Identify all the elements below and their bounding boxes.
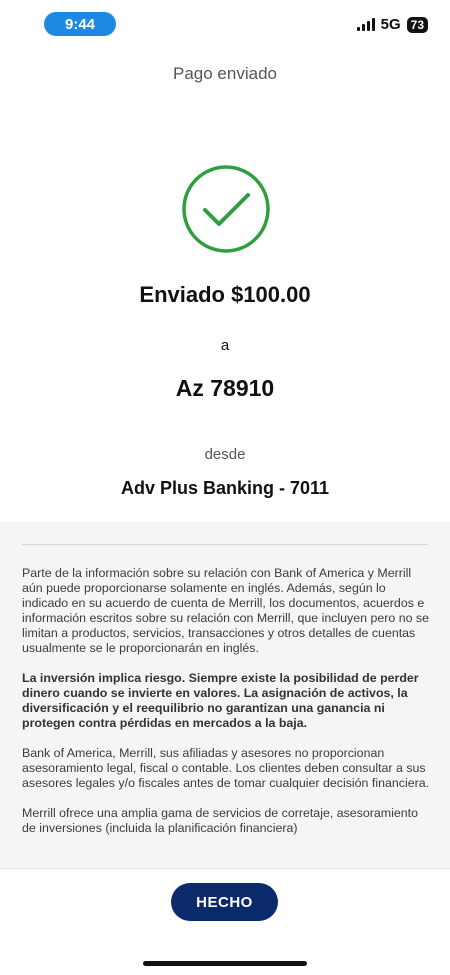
disclaimer-legal-advice: Bank of America, Merrill, sus afiliadas y asesores no proporcionan asesoramiento legal, fiscal o contable. Los clientes deben consultar a sus asesores legales y/o fiscales antes de tomar cualquier decisión financiera. <box>22 746 430 790</box>
recipient-name: Az 78910 <box>175 375 275 401</box>
active-call-time-pill[interactable] <box>44 12 116 36</box>
divider <box>22 544 428 545</box>
home-indicator[interactable] <box>143 961 307 966</box>
sent-amount: Enviado $100.00 <box>139 282 311 307</box>
disclaimer-investment-risk: La inversión implica riesgo. Siempre existe la posibilidad de perder dinero cuando se invierte en valores. La asignación de activos, la diversificación y el reequilibrio no garantizan una ganancia ni protegen contra pérdidas en mercados a la baja. <box>22 671 419 730</box>
page-title: Pago enviado <box>173 64 277 83</box>
status-time: 9:44 <box>64 15 96 33</box>
source-account: Adv Plus Banking - 7011 <box>120 478 330 498</box>
to-label: a <box>220 337 230 354</box>
success-check-icon <box>181 164 271 254</box>
network-type: 5G <box>380 16 401 33</box>
battery-level: 73 <box>410 17 424 32</box>
status-bar <box>0 0 450 48</box>
disclaimer-services: Merrill ofrece una amplia gama de servicios de corretaje, asesoramiento de inversiones (incluida la planificación financiera) <box>22 806 418 835</box>
done-button[interactable]: HECHO <box>171 883 278 921</box>
cellular-signal-icon <box>357 18 375 31</box>
battery-icon <box>407 17 428 33</box>
disclaimer-language: Parte de la información sobre su relación con Bank of America y Merrill aún puede proporcionarse solamente en inglés. Además, según lo indicado en su acuerdo de cuenta de Merrill, los documentos, acuerdos e información escritos sobre su relación con Merrill, que incluyen pero no se limitan a productos, servicios, transacciones y otros detalles de cuentas usualmente se le proporcionarán en inglés. <box>22 566 430 655</box>
disclaimer-panel[interactable] <box>0 522 450 868</box>
from-label: desde <box>204 446 246 463</box>
disclaimer-content <box>22 566 430 851</box>
status-indicators <box>357 16 428 33</box>
bottom-action-bar <box>0 868 450 975</box>
